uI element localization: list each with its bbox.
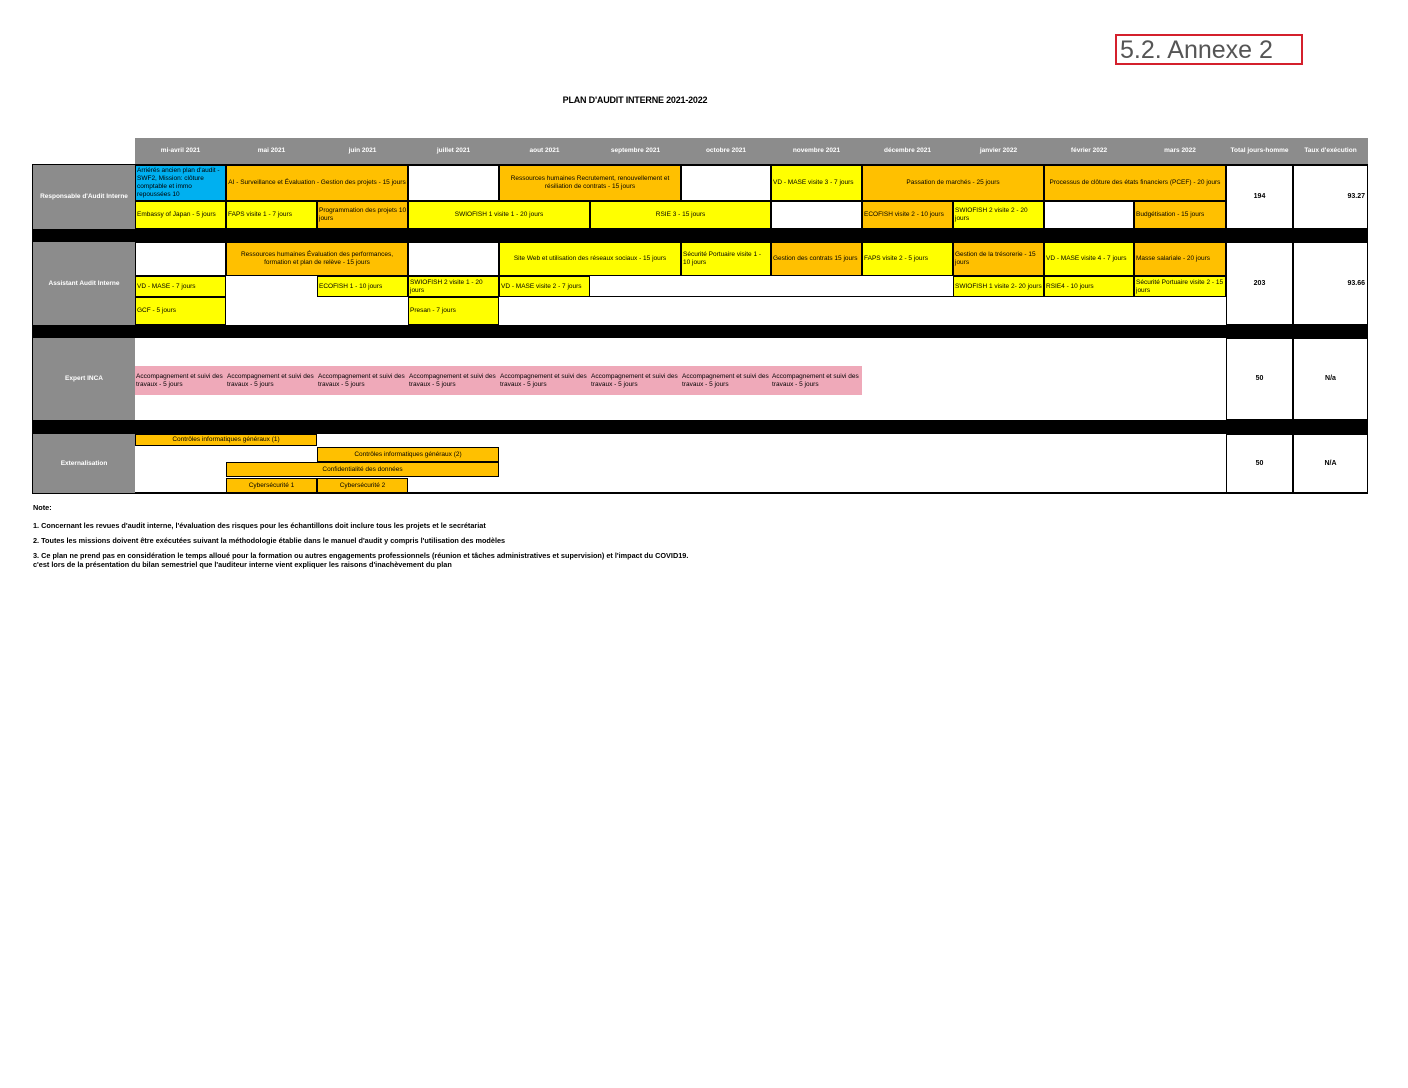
annex-label: 5.2. Annexe 2 <box>1115 34 1303 65</box>
note-1: 1. Concernant les revues d'audit interne, l'évaluation des risques pour les échantillons doit inclure tous les projets et le secrétariat <box>33 521 486 530</box>
task-cell: Processus de clôture des états financiers (PCEF) - 20 jours <box>1044 165 1226 201</box>
task-cell: Accompagnement et suivi des travaux - 5 jours <box>499 366 590 395</box>
task-cell: Programmation des projets 10 jours <box>317 201 408 229</box>
task-cell: SWIOFISH 2 visite 1 - 20 jours <box>408 276 499 297</box>
task-cell: Budgétisation - 15 jours <box>1134 201 1226 229</box>
section-divider <box>33 420 1368 434</box>
total-days: 203 <box>1226 242 1293 325</box>
task-cell: Accompagnement et suivi des travaux - 5 jours <box>408 366 499 395</box>
header-month: septembre 2021 <box>590 138 681 164</box>
task-cell: SWIOFISH 1 visite 1 - 20 jours <box>408 201 590 229</box>
row-rule <box>499 296 1226 297</box>
empty-cell <box>1044 201 1134 229</box>
task-cell: Accompagnement et suivi des travaux - 5 jours <box>226 366 317 395</box>
row-label-assistant: Assistant Audit Interne <box>33 242 135 325</box>
task-cell: Ressources humaines Recrutement, renouvellement et résiliation de contrats - 15 jours <box>499 165 681 201</box>
task-cell: ECOFISH 1 - 10 jours <box>317 276 408 297</box>
header-month: octobre 2021 <box>681 138 771 164</box>
row-rule <box>135 492 1226 494</box>
note-3: 3. Ce plan ne prend pas en considération le temps alloué pour la formation ou autres engagements professionnels (réunion et tâches administratives et supervision) et l'impact du COVID19. <box>33 551 689 560</box>
task-cell: VD - MASE visite 4 - 7 jours <box>1044 242 1134 276</box>
execution-rate: 93.27 <box>1293 165 1368 229</box>
task-cell: SWIOFISH 2 visite 2 - 20 jours <box>953 201 1044 229</box>
task-cell: Accompagnement et suivi des travaux - 5 jours <box>135 366 226 395</box>
empty-cell <box>135 242 226 276</box>
header-month: décembre 2021 <box>862 138 953 164</box>
row-label-responsable: Responsable d'Audit Interne <box>33 165 135 229</box>
empty-cell <box>681 165 771 201</box>
task-cell: RSIE 3 - 15 jours <box>590 201 771 229</box>
header-month: aout 2021 <box>499 138 590 164</box>
task-cell: Sécurité Portuaire visite 2 - 15 jours <box>1134 276 1226 297</box>
task-cell: FAPS visite 1 - 7 jours <box>226 201 317 229</box>
header-month: février 2022 <box>1044 138 1134 164</box>
task-cell: Passation de marchés - 25 jours <box>862 165 1044 201</box>
task-cell: Gestion de la trésorerie - 15 jours <box>953 242 1044 276</box>
task-cell: Sécurité Portuaire visite 1 - 10 jours <box>681 242 771 276</box>
task-cell: Accompagnement et suivi des travaux - 5 jours <box>590 366 681 395</box>
task-cell: Contrôles informatiques généraux (1) <box>135 434 317 446</box>
task-cell: GCF - 5 jours <box>135 297 226 325</box>
total-days: 194 <box>1226 165 1293 229</box>
header-month: mi-avril 2021 <box>135 138 226 164</box>
task-cell: VD - MASE - 7 jours <box>135 276 226 297</box>
header-month: novembre 2021 <box>771 138 862 164</box>
header-month: juillet 2021 <box>408 138 499 164</box>
task-cell: Presan - 7 jours <box>408 297 499 325</box>
task-cell: AI - Surveillance et Évaluation - Gestion des projets - 15 jours <box>226 165 408 201</box>
note-3-continued: c'est lors de la présentation du bilan semestriel que l'auditeur interne vient expliquer les raisons d'inachèvement du plan <box>33 560 452 569</box>
task-cell: VD - MASE visite 3 - 7 jours <box>771 165 862 201</box>
empty-cell <box>408 165 499 201</box>
task-cell: VD - MASE visite 2 - 7 jours <box>499 276 590 297</box>
section-divider <box>33 325 1368 338</box>
header-month: janvier 2022 <box>953 138 1044 164</box>
header-month: mars 2022 <box>1134 138 1226 164</box>
task-cell: Arriérés ancien plan d'audit - SWF2, Mission: clôture comptable et immo repoussées 10 <box>135 165 226 201</box>
task-cell: Site Web et utilisation des réseaux sociaux - 15 jours <box>499 242 681 276</box>
empty-cell <box>408 242 499 276</box>
header-total: Total jours-homme <box>1226 138 1293 164</box>
execution-rate: N/A <box>1293 434 1368 493</box>
row-label-expert: Expert INCA <box>33 338 135 420</box>
task-cell: Gestion des contrats 15 jours <box>771 242 862 276</box>
header-month: juin 2021 <box>317 138 408 164</box>
total-days: 50 <box>1226 338 1293 420</box>
execution-rate: 93.66 <box>1293 242 1368 325</box>
task-cell: Confidentialité des données <box>226 462 499 477</box>
task-cell: Accompagnement et suivi des travaux - 5 jours <box>771 366 862 395</box>
notes-section <box>33 503 1033 575</box>
task-cell: FAPS visite 2 - 5 jours <box>862 242 953 276</box>
task-cell: Embassy of Japan - 5 jours <box>135 201 226 229</box>
task-cell: Cybersécurité 2 <box>317 478 408 493</box>
page-title: PLAN D'AUDIT INTERNE 2021-2022 <box>562 95 708 105</box>
task-cell: Contrôles informatiques généraux (2) <box>317 447 499 462</box>
task-cell: Masse salariale - 20 jours <box>1134 242 1226 276</box>
section-divider <box>33 229 1368 242</box>
header-rate: Taux d'exécution <box>1293 138 1368 164</box>
task-cell: ECOFISH visite 2 - 10 jours <box>862 201 953 229</box>
empty-cell <box>771 201 862 229</box>
task-cell: SWIOFISH 1 visite 2- 20 jours <box>953 276 1044 297</box>
task-cell: Ressources humaines Évaluation des performances, formation et plan de relève - 15 jours <box>226 242 408 276</box>
row-label-externalisation: Externalisation <box>33 434 135 493</box>
notes-heading: Note: <box>33 503 52 512</box>
total-days: 50 <box>1226 434 1293 493</box>
task-cell: Accompagnement et suivi des travaux - 5 jours <box>681 366 771 395</box>
task-cell: Cybersécurité 1 <box>226 478 317 493</box>
task-cell: Accompagnement et suivi des travaux - 5 jours <box>317 366 408 395</box>
header-month: mai 2021 <box>226 138 317 164</box>
task-cell: RSIE4 - 10 jours <box>1044 276 1134 297</box>
note-2: 2. Toutes les missions doivent être exécutées suivant la méthodologie établie dans le manuel d'audit y compris l'utilisation des modèles <box>33 536 506 545</box>
execution-rate: N/a <box>1293 338 1368 420</box>
